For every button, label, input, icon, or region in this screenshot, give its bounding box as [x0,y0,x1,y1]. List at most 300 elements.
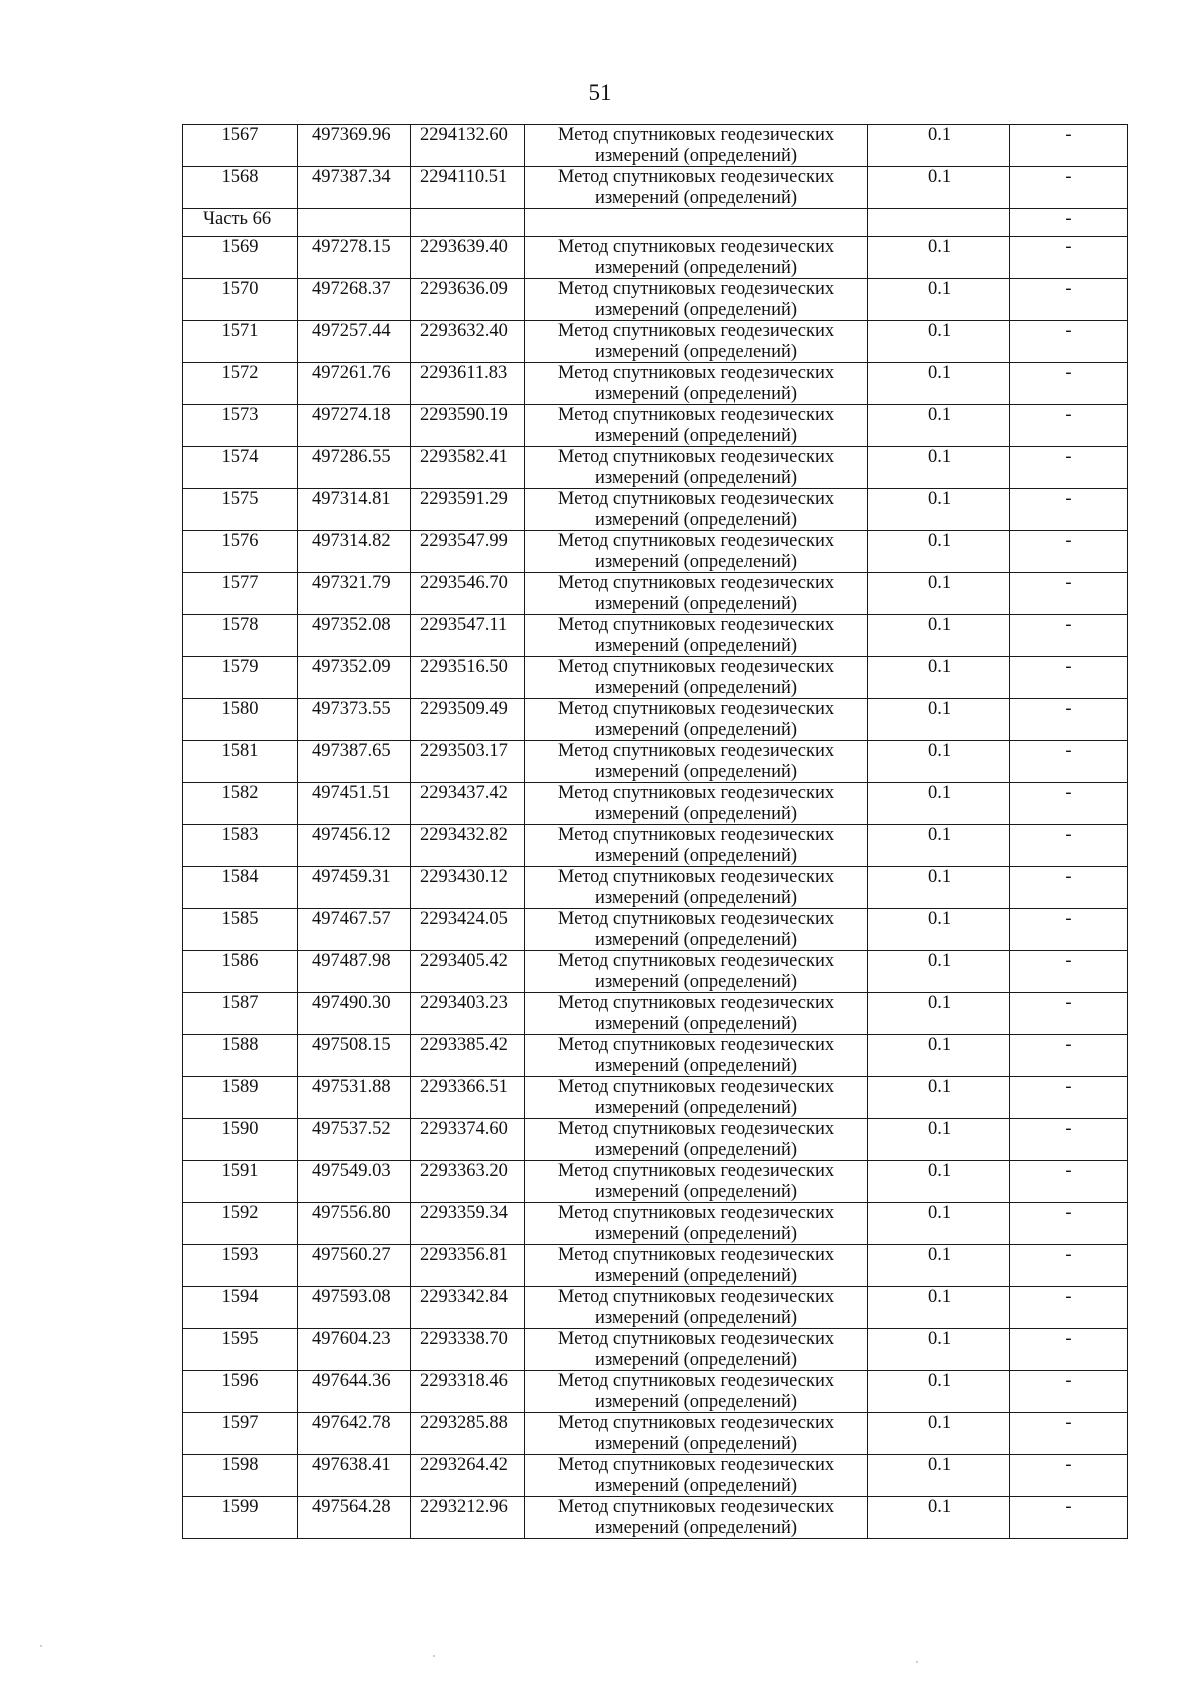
method-line-2: измерений (определений) [594,677,798,698]
precision-value: 0.1 [868,1497,1010,1539]
extra-cell: - [1010,1203,1128,1245]
point-number: 1584 [183,867,298,909]
method-line-1: Метод спутниковых геодезических [557,447,835,467]
extra-cell: - [1010,1245,1128,1287]
table-row [183,1077,1128,1119]
table-row [183,867,1128,909]
point-number: 1591 [183,1161,298,1203]
method-cell [525,1035,868,1077]
x-coordinate: 497459.31 [298,867,411,909]
extra-cell: - [1010,1455,1128,1497]
method-cell [525,167,868,209]
table-row [183,615,1128,657]
x-coordinate: 497537.52 [298,1119,411,1161]
precision-value: 0.1 [868,657,1010,699]
method-line-2: измерений (определений) [594,425,798,446]
x-coordinate: 497593.08 [298,1287,411,1329]
method-line-1: Метод спутниковых геодезических [557,1203,835,1223]
point-number: 1572 [183,363,298,405]
precision-value: 0.1 [868,1329,1010,1371]
precision-value: 0.1 [868,573,1010,615]
extra-cell: - [1010,573,1128,615]
precision-value: 0.1 [868,1077,1010,1119]
table-row [183,1161,1128,1203]
x-coordinate: 497549.03 [298,1161,411,1203]
method-cell [525,1245,868,1287]
part-header-row [183,209,1128,237]
method-line-1: Метод спутниковых геодезических [557,825,835,845]
table-row [183,699,1128,741]
method-line-2: измерений (определений) [594,1139,798,1160]
method-line-2: измерений (определений) [594,1475,798,1496]
method-cell [525,363,868,405]
method-line-2: измерений (определений) [594,383,798,404]
extra-cell: - [1010,125,1128,167]
precision-value: 0.1 [868,993,1010,1035]
table-row [183,1455,1128,1497]
table-row [183,909,1128,951]
x-coordinate: 497451.51 [298,783,411,825]
point-number: 1578 [183,615,298,657]
extra-cell: - [1010,321,1128,363]
y-coordinate: 2293212.96 [411,1497,525,1539]
point-number: 1592 [183,1203,298,1245]
x-coordinate: 497274.18 [298,405,411,447]
x-coordinate: 497321.79 [298,573,411,615]
empty-cell [411,209,525,237]
method-line-2: измерений (определений) [594,1307,798,1328]
precision-value: 0.1 [868,615,1010,657]
method-cell [525,573,868,615]
extra-cell: - [1010,1077,1128,1119]
method-line-2: измерений (определений) [594,299,798,320]
method-line-1: Метод спутниковых геодезических [557,531,835,551]
point-number: 1579 [183,657,298,699]
table-row [183,825,1128,867]
method-line-2: измерений (определений) [594,1055,798,1076]
method-cell [525,825,868,867]
method-cell [525,125,868,167]
point-number: 1576 [183,531,298,573]
x-coordinate: 497644.36 [298,1371,411,1413]
method-line-2: измерений (определений) [594,1265,798,1286]
y-coordinate: 2293547.99 [411,531,525,573]
extra-cell: - [1010,1329,1128,1371]
point-number: 1594 [183,1287,298,1329]
x-coordinate: 497467.57 [298,909,411,951]
point-number: 1590 [183,1119,298,1161]
method-line-1: Метод спутниковых геодезических [557,1413,835,1433]
method-line-1: Метод спутниковых геодезических [557,1035,835,1055]
method-line-2: измерений (определений) [594,1517,798,1538]
y-coordinate: 2293374.60 [411,1119,525,1161]
x-coordinate: 497556.80 [298,1203,411,1245]
point-number: 1583 [183,825,298,867]
point-number: 1569 [183,237,298,279]
precision-value: 0.1 [868,951,1010,993]
method-line-1: Метод спутниковых геодезических [557,615,835,635]
method-line-2: измерений (определений) [594,145,798,166]
y-coordinate: 2293639.40 [411,237,525,279]
extra-cell: - [1010,657,1128,699]
precision-value: 0.1 [868,1161,1010,1203]
method-line-1: Метод спутниковых геодезических [557,1287,835,1307]
table-row [183,1203,1128,1245]
precision-value: 0.1 [868,1119,1010,1161]
y-coordinate: 2293385.42 [411,1035,525,1077]
precision-value: 0.1 [868,489,1010,531]
point-number: 1573 [183,405,298,447]
point-number: 1598 [183,1455,298,1497]
x-coordinate: 497456.12 [298,825,411,867]
precision-value: 0.1 [868,741,1010,783]
empty-cell [298,209,411,237]
precision-value: 0.1 [868,1455,1010,1497]
extra-cell: - [1010,1371,1128,1413]
method-cell [525,1497,868,1539]
y-coordinate: 2293342.84 [411,1287,525,1329]
extra-cell: - [1010,699,1128,741]
precision-value: 0.1 [868,125,1010,167]
x-coordinate: 497490.30 [298,993,411,1035]
point-number: 1568 [183,167,298,209]
x-coordinate: 497373.55 [298,699,411,741]
scan-speck [40,1645,42,1647]
point-number: 1570 [183,279,298,321]
method-line-1: Метод спутниковых геодезических [557,867,835,887]
precision-value: 0.1 [868,1287,1010,1329]
x-coordinate: 497604.23 [298,1329,411,1371]
table-row [183,1119,1128,1161]
extra-cell: - [1010,1413,1128,1455]
method-line-2: измерений (определений) [594,509,798,530]
method-line-2: измерений (определений) [594,971,798,992]
method-line-1: Метод спутниковых геодезических [557,489,835,509]
precision-value: 0.1 [868,1203,1010,1245]
table-row [183,783,1128,825]
y-coordinate: 2293424.05 [411,909,525,951]
method-line-1: Метод спутниковых геодезических [557,699,835,719]
method-line-2: измерений (определений) [594,929,798,950]
x-coordinate: 497369.96 [298,125,411,167]
method-line-2: измерений (определений) [594,1013,798,1034]
y-coordinate: 2293611.83 [411,363,525,405]
precision-value: 0.1 [868,909,1010,951]
point-number: 1599 [183,1497,298,1539]
method-line-1: Метод спутниковых геодезических [557,363,835,383]
point-number: 1582 [183,783,298,825]
table-row [183,363,1128,405]
y-coordinate: 2293516.50 [411,657,525,699]
x-coordinate: 497560.27 [298,1245,411,1287]
precision-value: 0.1 [868,1245,1010,1287]
point-number: 1581 [183,741,298,783]
y-coordinate: 2293338.70 [411,1329,525,1371]
table-row [183,741,1128,783]
table-row [183,1035,1128,1077]
extra-cell: - [1010,167,1128,209]
y-coordinate: 2293636.09 [411,279,525,321]
method-line-2: измерений (определений) [594,719,798,740]
point-number: 1567 [183,125,298,167]
table-row [183,573,1128,615]
point-number: 1574 [183,447,298,489]
y-coordinate: 2293632.40 [411,321,525,363]
x-coordinate: 497268.37 [298,279,411,321]
point-number: 1587 [183,993,298,1035]
precision-value: 0.1 [868,405,1010,447]
method-line-2: измерений (определений) [594,257,798,278]
table-row [183,1413,1128,1455]
point-number: 1588 [183,1035,298,1077]
empty-cell [868,209,1010,237]
method-cell [525,489,868,531]
table-row [183,237,1128,279]
method-line-1: Метод спутниковых геодезических [557,321,835,341]
method-line-1: Метод спутниковых геодезических [557,1077,835,1097]
extra-cell: - [1010,825,1128,867]
y-coordinate: 2293590.19 [411,405,525,447]
method-line-2: измерений (определений) [594,1223,798,1244]
method-line-2: измерений (определений) [594,467,798,488]
table-row [183,489,1128,531]
method-line-2: измерений (определений) [594,551,798,572]
scan-speck [433,1655,435,1657]
extra-cell: - [1010,867,1128,909]
extra-cell: - [1010,237,1128,279]
method-cell [525,1371,868,1413]
point-number: 1596 [183,1371,298,1413]
x-coordinate: 497314.82 [298,531,411,573]
coordinates-table [182,124,1128,1539]
method-line-1: Метод спутниковых геодезических [557,1455,835,1475]
x-coordinate: 497531.88 [298,1077,411,1119]
y-coordinate: 2293363.20 [411,1161,525,1203]
y-coordinate: 2293359.34 [411,1203,525,1245]
extra-cell: - [1010,1497,1128,1539]
method-line-2: измерений (определений) [594,341,798,362]
method-cell [525,783,868,825]
method-cell [525,1287,868,1329]
precision-value: 0.1 [868,363,1010,405]
table-row [183,993,1128,1035]
x-coordinate: 497314.81 [298,489,411,531]
method-line-2: измерений (определений) [594,593,798,614]
method-line-1: Метод спутниковых геодезических [557,279,835,299]
y-coordinate: 2293547.11 [411,615,525,657]
y-coordinate: 2293509.49 [411,699,525,741]
extra-cell: - [1010,405,1128,447]
method-cell [525,237,868,279]
method-line-1: Метод спутниковых геодезических [557,951,835,971]
y-coordinate: 2293430.12 [411,867,525,909]
method-cell [525,657,868,699]
x-coordinate: 497387.34 [298,167,411,209]
extra-cell: - [1010,363,1128,405]
extra-cell: - [1010,951,1128,993]
table-row [183,321,1128,363]
table-row [183,405,1128,447]
extra-cell: - [1010,909,1128,951]
precision-value: 0.1 [868,237,1010,279]
method-line-2: измерений (определений) [594,887,798,908]
x-coordinate: 497352.08 [298,615,411,657]
table-row [183,1287,1128,1329]
method-cell [525,1203,868,1245]
extra-cell: - [1010,209,1128,237]
table-row [183,1497,1128,1539]
y-coordinate: 2293366.51 [411,1077,525,1119]
method-line-2: измерений (определений) [594,803,798,824]
x-coordinate: 497387.65 [298,741,411,783]
coordinates-table-body [183,125,1128,1539]
y-coordinate: 2293285.88 [411,1413,525,1455]
method-line-2: измерений (определений) [594,845,798,866]
y-coordinate: 2293264.42 [411,1455,525,1497]
table-row [183,951,1128,993]
part-label: Часть 66 [183,209,298,237]
point-number: 1585 [183,909,298,951]
x-coordinate: 497261.76 [298,363,411,405]
precision-value: 0.1 [868,699,1010,741]
method-cell [525,1077,868,1119]
method-cell [525,1455,868,1497]
page-number: 51 [588,80,612,105]
method-line-2: измерений (определений) [594,1181,798,1202]
precision-value: 0.1 [868,783,1010,825]
method-line-2: измерений (определений) [594,187,798,208]
extra-cell: - [1010,279,1128,321]
method-cell [525,531,868,573]
extra-cell: - [1010,741,1128,783]
y-coordinate: 2293546.70 [411,573,525,615]
method-cell [525,741,868,783]
method-line-1: Метод спутниковых геодезических [557,167,835,187]
y-coordinate: 2293318.46 [411,1371,525,1413]
method-line-1: Метод спутниковых геодезических [557,573,835,593]
precision-value: 0.1 [868,321,1010,363]
precision-value: 0.1 [868,447,1010,489]
method-line-1: Метод спутниковых геодезических [557,1371,835,1391]
method-line-2: измерений (определений) [594,1097,798,1118]
x-coordinate: 497642.78 [298,1413,411,1455]
y-coordinate: 2293582.41 [411,447,525,489]
table-row [183,447,1128,489]
x-coordinate: 497487.98 [298,951,411,993]
point-number: 1597 [183,1413,298,1455]
method-line-1: Метод спутниковых геодезических [557,993,835,1013]
method-cell [525,1413,868,1455]
point-number: 1586 [183,951,298,993]
extra-cell: - [1010,1287,1128,1329]
precision-value: 0.1 [868,1413,1010,1455]
method-line-1: Метод спутниковых геодезических [557,1497,835,1517]
y-coordinate: 2294110.51 [411,167,525,209]
method-cell [525,279,868,321]
method-cell [525,1119,868,1161]
scan-speck [916,1661,918,1663]
method-cell [525,951,868,993]
method-line-1: Метод спутниковых геодезических [557,1161,835,1181]
point-number: 1595 [183,1329,298,1371]
y-coordinate: 2293432.82 [411,825,525,867]
method-cell [525,405,868,447]
extra-cell: - [1010,489,1128,531]
method-cell [525,447,868,489]
method-cell [525,909,868,951]
extra-cell: - [1010,1035,1128,1077]
method-line-2: измерений (определений) [594,1391,798,1412]
y-coordinate: 2293403.23 [411,993,525,1035]
x-coordinate: 497564.28 [298,1497,411,1539]
table-row [183,167,1128,209]
method-line-1: Метод спутниковых геодезических [557,405,835,425]
method-line-2: измерений (определений) [594,1433,798,1454]
x-coordinate: 497257.44 [298,321,411,363]
table-row [183,279,1128,321]
method-line-1: Метод спутниковых геодезических [557,1329,835,1349]
precision-value: 0.1 [868,279,1010,321]
extra-cell: - [1010,993,1128,1035]
y-coordinate: 2293356.81 [411,1245,525,1287]
method-line-2: измерений (определений) [594,635,798,656]
method-line-1: Метод спутниковых геодезических [557,237,835,257]
method-line-1: Метод спутниковых геодезических [557,657,835,677]
table-row [183,1371,1128,1413]
x-coordinate: 497352.09 [298,657,411,699]
method-cell [525,699,868,741]
method-line-1: Метод спутниковых геодезических [557,1119,835,1139]
extra-cell: - [1010,1161,1128,1203]
precision-value: 0.1 [868,1035,1010,1077]
precision-value: 0.1 [868,1371,1010,1413]
method-cell [525,867,868,909]
table-row [183,531,1128,573]
y-coordinate: 2293405.42 [411,951,525,993]
point-number: 1589 [183,1077,298,1119]
method-line-2: измерений (определений) [594,761,798,782]
method-line-1: Метод спутниковых геодезических [557,909,835,929]
empty-cell [525,209,868,237]
point-number: 1580 [183,699,298,741]
x-coordinate: 497638.41 [298,1455,411,1497]
precision-value: 0.1 [868,867,1010,909]
method-cell [525,993,868,1035]
point-number: 1593 [183,1245,298,1287]
extra-cell: - [1010,1119,1128,1161]
y-coordinate: 2293437.42 [411,783,525,825]
method-cell [525,1161,868,1203]
method-cell [525,1329,868,1371]
precision-value: 0.1 [868,825,1010,867]
extra-cell: - [1010,615,1128,657]
method-line-2: измерений (определений) [594,1349,798,1370]
extra-cell: - [1010,783,1128,825]
point-number: 1571 [183,321,298,363]
table-row [183,1329,1128,1371]
table-row [183,1245,1128,1287]
point-number: 1577 [183,573,298,615]
precision-value: 0.1 [868,531,1010,573]
method-line-1: Метод спутниковых геодезических [557,741,835,761]
method-cell [525,321,868,363]
method-cell [525,615,868,657]
table-row [183,125,1128,167]
method-line-1: Метод спутниковых геодезических [557,125,835,145]
point-number: 1575 [183,489,298,531]
precision-value: 0.1 [868,167,1010,209]
y-coordinate: 2293503.17 [411,741,525,783]
